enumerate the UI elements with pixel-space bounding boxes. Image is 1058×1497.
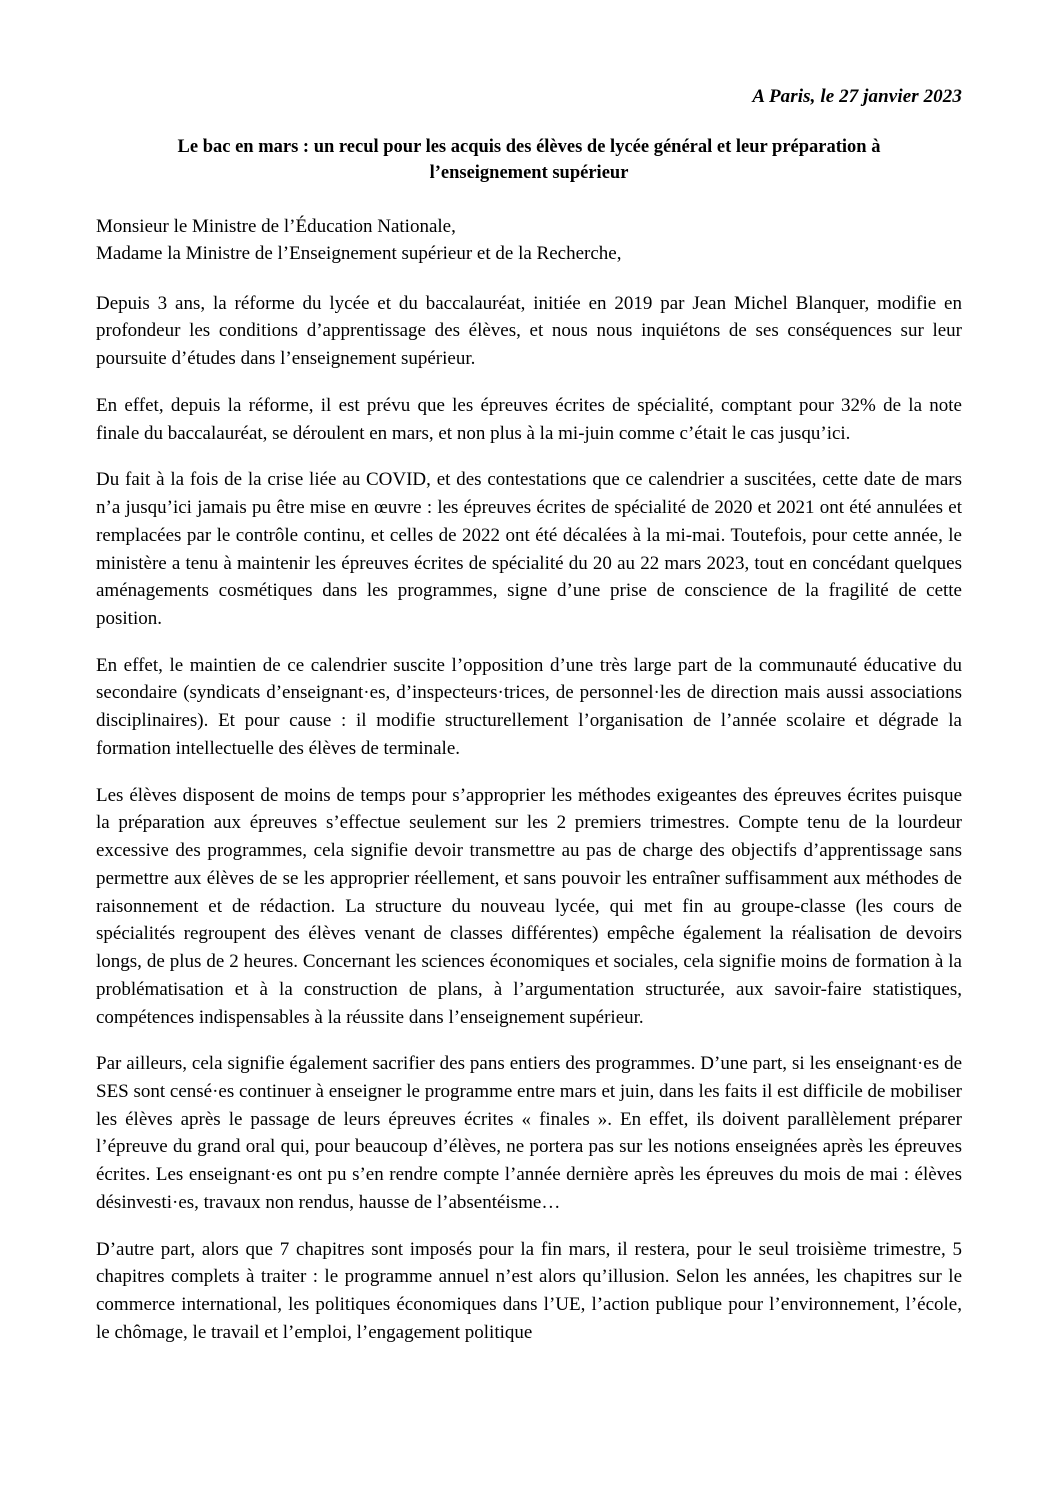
- body-paragraph: Les élèves disposent de moins de temps pour s’approprier les méthodes exigeantes des épreuves écrites puisque la préparation aux épreuves s’effectue seulement sur les 2 premiers trimestres. Compte tenu de la lourdeur excessive des programmes, cela signifie devoir transmettre au pas de charge des objectifs d’apprentissage sans permettre aux élèves de se les approprier réellement, et sans pouvoir les entraîner suffisamment aux méthodes de raisonnement et de rédaction. La structure du nouveau lycée, qui met fin au groupe-classe (les cours de spécialités regroupent des élèves venant de classes différentes) empêche également la réalisation de devoirs longs, de plus de 2 heures. Concernant les sciences économiques et sociales, cela signifie moins de formation à la problématisation et à la construction de plans, à l’argumentation structurée, aux savoir-faire statistiques, compétences indispensables à la réussite dans l’enseignement supérieur.: [96, 784, 962, 1028]
- salutation-line-2: Madame la Ministre de l’Enseignement supérieur et de la Recherche,: [96, 243, 622, 265]
- body-paragraph: En effet, le maintien de ce calendrier suscite l’opposition d’une très large part de la communauté éducative du secondaire (syndicats d’enseignant·es, d’inspecteurs·trices, de personnel·les de direction mais aussi associations disciplinaires). Et pour cause : il modifie structurellement l’organisation de l’année scolaire et dégrade la formation intellectuelle des élèves de terminale.: [96, 654, 962, 759]
- salutation-line-1: Monsieur le Ministre de l’Éducation Nationale,: [96, 215, 456, 237]
- body-paragraph: En effet, depuis la réforme, il est prévu que les épreuves écrites de spécialité, comptant pour 32% de la note finale du baccalauréat, se déroulent en mars, et non plus à la mi-juin comme c’était le cas jusqu’ici.: [96, 394, 962, 444]
- body-paragraph: D’autre part, alors que 7 chapitres sont imposés pour la fin mars, il restera, pour le seul troisième trimestre, 5 chapitres complets à traiter : le programme annuel n’est alors qu’illusion. Selon les années, les chapitres sur le commerce international, les politiques économiques dans l’UE, l’action publique pour l’environnement, l’école, le chômage, le travail et l’emploi, l’engagement politique: [96, 1238, 962, 1343]
- body-paragraph: Depuis 3 ans, la réforme du lycée et du baccalauréat, initiée en 2019 par Jean Michel Blanquer, modifie en profondeur les conditions d’apprentissage des élèves, et nous nous inquiétons de ses conséquences sur leur poursuite d’études dans l’enseignement supérieur.: [96, 292, 962, 370]
- page-title: Le bac en mars : un recul pour les acquis des élèves de lycée général et leur préparation à l’enseignement supérieur: [177, 137, 881, 184]
- body-paragraph: Par ailleurs, cela signifie également sacrifier des pans entiers des programmes. D’une part, si les enseignant·es de SES sont censé·es continuer à enseigner le programme entre mars et juin, dans les faits il est difficile de mobiliser les élèves après le passage de leurs épreuves écrites « finales ». En effet, ils doivent parallèlement préparer l’épreuve du grand oral qui, pour beaucoup d’élèves, ne portera pas sur les notions enseignées après les épreuves écrites. Les enseignant·es ont pu s’en rendre compte l’année dernière après les épreuves du mois de mai : élèves désinvesti·es, travaux non rendus, hausse de l’absentéisme…: [96, 1053, 963, 1213]
- body-paragraph: Du fait à la fois de la crise liée au COVID, et des contestations que ce calendrier a suscitées, cette date de mars n’a jusqu’ici jamais pu être mise en œuvre : les épreuves écrites de spécialité de 2020 et 2021 ont été annulées et remplacées par le contrôle continu, et celles de 2022 ont été décalées à la mi-mai. Toutefois, pour cette année, le ministère a tenu à maintenir les épreuves écrites de spécialité du 20 au 22 mars 2023, tout en concédant quelques aménagements cosmétiques dans les programmes, signe d’une prise de conscience de la fragilité de cette position.: [96, 469, 962, 629]
- salutation-block: [96, 213, 962, 268]
- dateline: A Paris, le 27 janvier 2023: [752, 86, 962, 107]
